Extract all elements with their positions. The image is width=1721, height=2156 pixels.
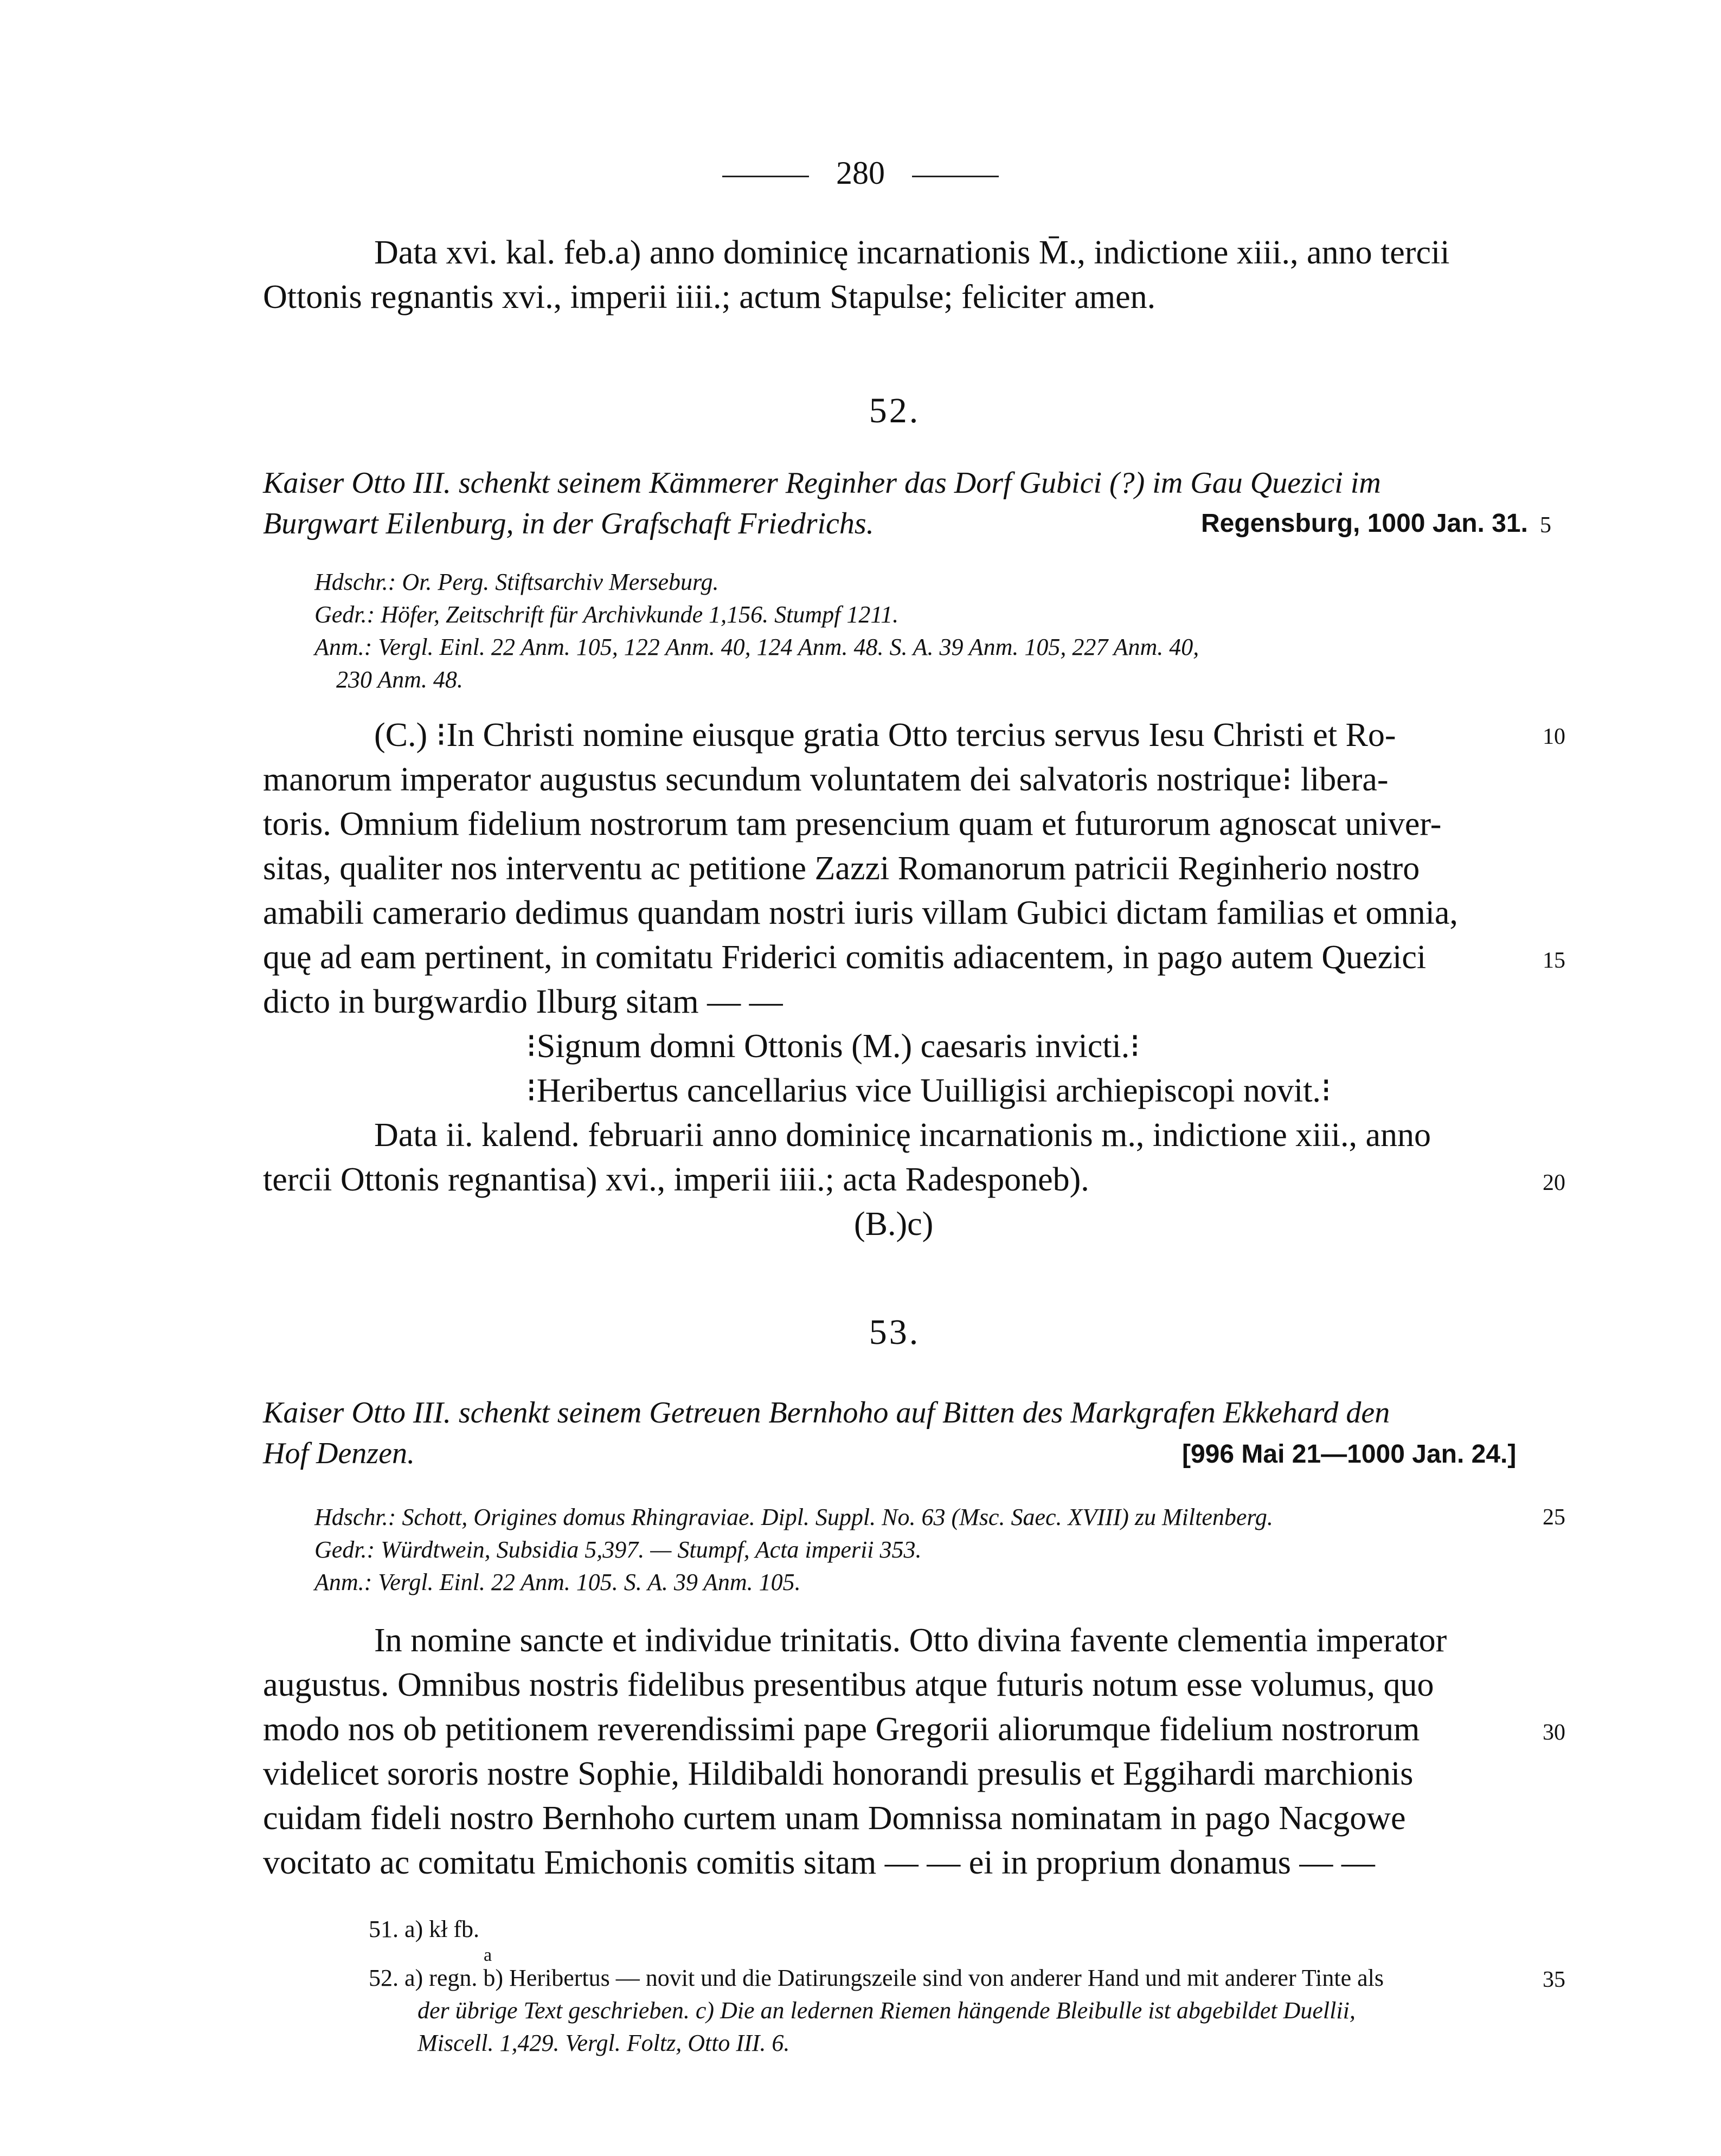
doc52-text-line-2: manorum imperator augustus secundum voluntatem dei salvatoris nostrique⁝ libera- (263, 761, 1389, 798)
doc53-text-line-5: cuidam fideli nostro Bernhoho curtem unam Domnissa nominatam in pago Nacgowe (263, 1800, 1406, 1837)
footnote-52-line1: 52. a) regn. b) Heribertus — novit und die Datirungszeile sind von anderer Hand und mit anderer Tinte als (369, 1965, 1384, 1991)
doc52-text-line-1: (C.) ⁝In Christi nomine eiusque gratia Otto tercius servus Iesu Christi et Ro- (374, 717, 1396, 754)
line-number-30: 30 (1543, 1720, 1565, 1745)
doc52-datum-line2: tercii Ottonis regnantisa) xvi., imperii iiii.; acta Radesponeb). (263, 1161, 1089, 1198)
doc52-text-line-6: quę ad eam pertinent, in comitatu Friderici comitis adiacentem, in pago autem Quezici (263, 939, 1427, 976)
doc51-closing-line2: Ottonis regnantis xvi., imperii iiii.; actum Stapulse; feliciter amen. (263, 279, 1156, 316)
header-rule-left (722, 176, 809, 177)
doc53-number: 53. (869, 1312, 921, 1352)
doc52-date: Regensburg, 1000 Jan. 31. (1201, 509, 1528, 538)
header-rule-right (912, 176, 999, 177)
doc52-apparatus-3: Anm.: Vergl. Einl. 22 Anm. 105, 122 Anm. 40, 124 Anm. 48. S. A. 39 Anm. 105, 227 Anm. 40, (314, 634, 1199, 660)
line-number-25: 25 (1543, 1505, 1565, 1530)
line-number-15: 15 (1543, 948, 1565, 973)
doc52-apparatus-1: Hdschr.: Or. Perg. Stiftsarchiv Merseburg. (314, 569, 719, 595)
doc53-text-line-1: In nomine sancte et individue trinitatis. Otto divina favente clementia imperator (374, 1622, 1447, 1659)
doc51-closing-line1: Data xvi. kal. feb.a) anno dominicę incarnationis M̄., indictione xiii., anno tercii (374, 234, 1450, 271)
doc52-seal: (B.)c) (854, 1206, 934, 1243)
doc52-datum-line1: Data ii. kalend. februarii anno dominicę incarnationis m., indictione xiii., anno (374, 1117, 1431, 1154)
doc53-text-line-6: vocitato ac comitatu Emichonis comitis sitam — — ei in proprium donamus — — (263, 1844, 1375, 1881)
doc53-text-line-2: augustus. Omnibus nostris fidelibus presentibus atque futuris notum esse volumus, quo (263, 1666, 1434, 1703)
doc52-text-line-5: amabili camerario dedimus quandam nostri iuris villam Gubici dictam familias et omnia, (263, 894, 1458, 931)
page-number: 280 (836, 155, 885, 191)
doc52-apparatus-2: Gedr.: Höfer, Zeitschrift für Archivkunde 1,156. Stumpf 1211. (314, 601, 899, 628)
doc52-regest-line1: Kaiser Otto III. schenkt seinem Kämmerer Reginher das Dorf Gubici (?) im Gau Quezici im (263, 466, 1381, 500)
footnote-52-marker: a (484, 1945, 492, 1965)
doc53-text-line-3: modo nos ob petitionem reverendissimi pape Gregorii aliorumque fidelium nostrorum (263, 1711, 1420, 1748)
doc53-apparatus-2: Gedr.: Würdtwein, Subsidia 5,397. — Stumpf, Acta imperii 353. (314, 1536, 922, 1563)
doc53-regest-line1: Kaiser Otto III. schenkt seinem Getreuen Bernhoho auf Bitten des Markgrafen Ekkehard den (263, 1396, 1390, 1430)
line-number-35: 35 (1543, 1967, 1565, 1992)
page-header (0, 155, 1721, 192)
footnote-51: 51. a) kł fb. (369, 1916, 480, 1942)
doc52-signum: ⁝Signum domni Ottonis (M.) caesaris invicti.⁝ (526, 1028, 1140, 1065)
doc53-regest-line2: Hof Denzen. (263, 1437, 415, 1470)
doc52-number: 52. (869, 391, 921, 430)
doc52-text-line-7: dicto in burgwardio Ilburg sitam — — (263, 983, 783, 1020)
doc53-apparatus-1: Hdschr.: Schott, Origines domus Rhingraviae. Dipl. Suppl. No. 63 (Msc. Saec. XVIII) zu Miltenberg. (314, 1504, 1273, 1530)
doc53-text-line-4: videlicet sororis nostre Sophie, Hildibaldi honorandi presulis et Eggihardi marchionis (263, 1755, 1414, 1792)
doc53-date: [996 Mai 21—1000 Jan. 24.] (1182, 1440, 1517, 1469)
doc52-text-line-4: sitas, qualiter nos interventu ac petitione Zazzi Romanorum patricii Reginherio nostro (263, 850, 1420, 887)
doc52-recognition: ⁝Heribertus cancellarius vice Uuilligisi archiepiscopi novit.⁝ (526, 1072, 1332, 1109)
doc52-apparatus-4: 230 Anm. 48. (336, 666, 463, 693)
line-number-20: 20 (1543, 1170, 1565, 1195)
line-number-5: 5 (1540, 513, 1551, 538)
footnote-52-line2: der übrige Text geschrieben. c) Die an ledernen Riemen hängende Bleibulle ist abgebildet Duellii, (418, 1997, 1356, 2024)
line-number-10: 10 (1543, 724, 1565, 749)
doc52-text-line-3: toris. Omnium fidelium nostrorum tam presencium quam et futurorum agnoscat univer- (263, 806, 1442, 842)
doc52-regest-line2: Burgwart Eilenburg, in der Grafschaft Friedrichs. (263, 507, 874, 540)
footnote-52-line3: Miscell. 1,429. Vergl. Foltz, Otto III. 6. (418, 2030, 790, 2056)
doc53-apparatus-3: Anm.: Vergl. Einl. 22 Anm. 105. S. A. 39 Anm. 105. (314, 1569, 801, 1595)
